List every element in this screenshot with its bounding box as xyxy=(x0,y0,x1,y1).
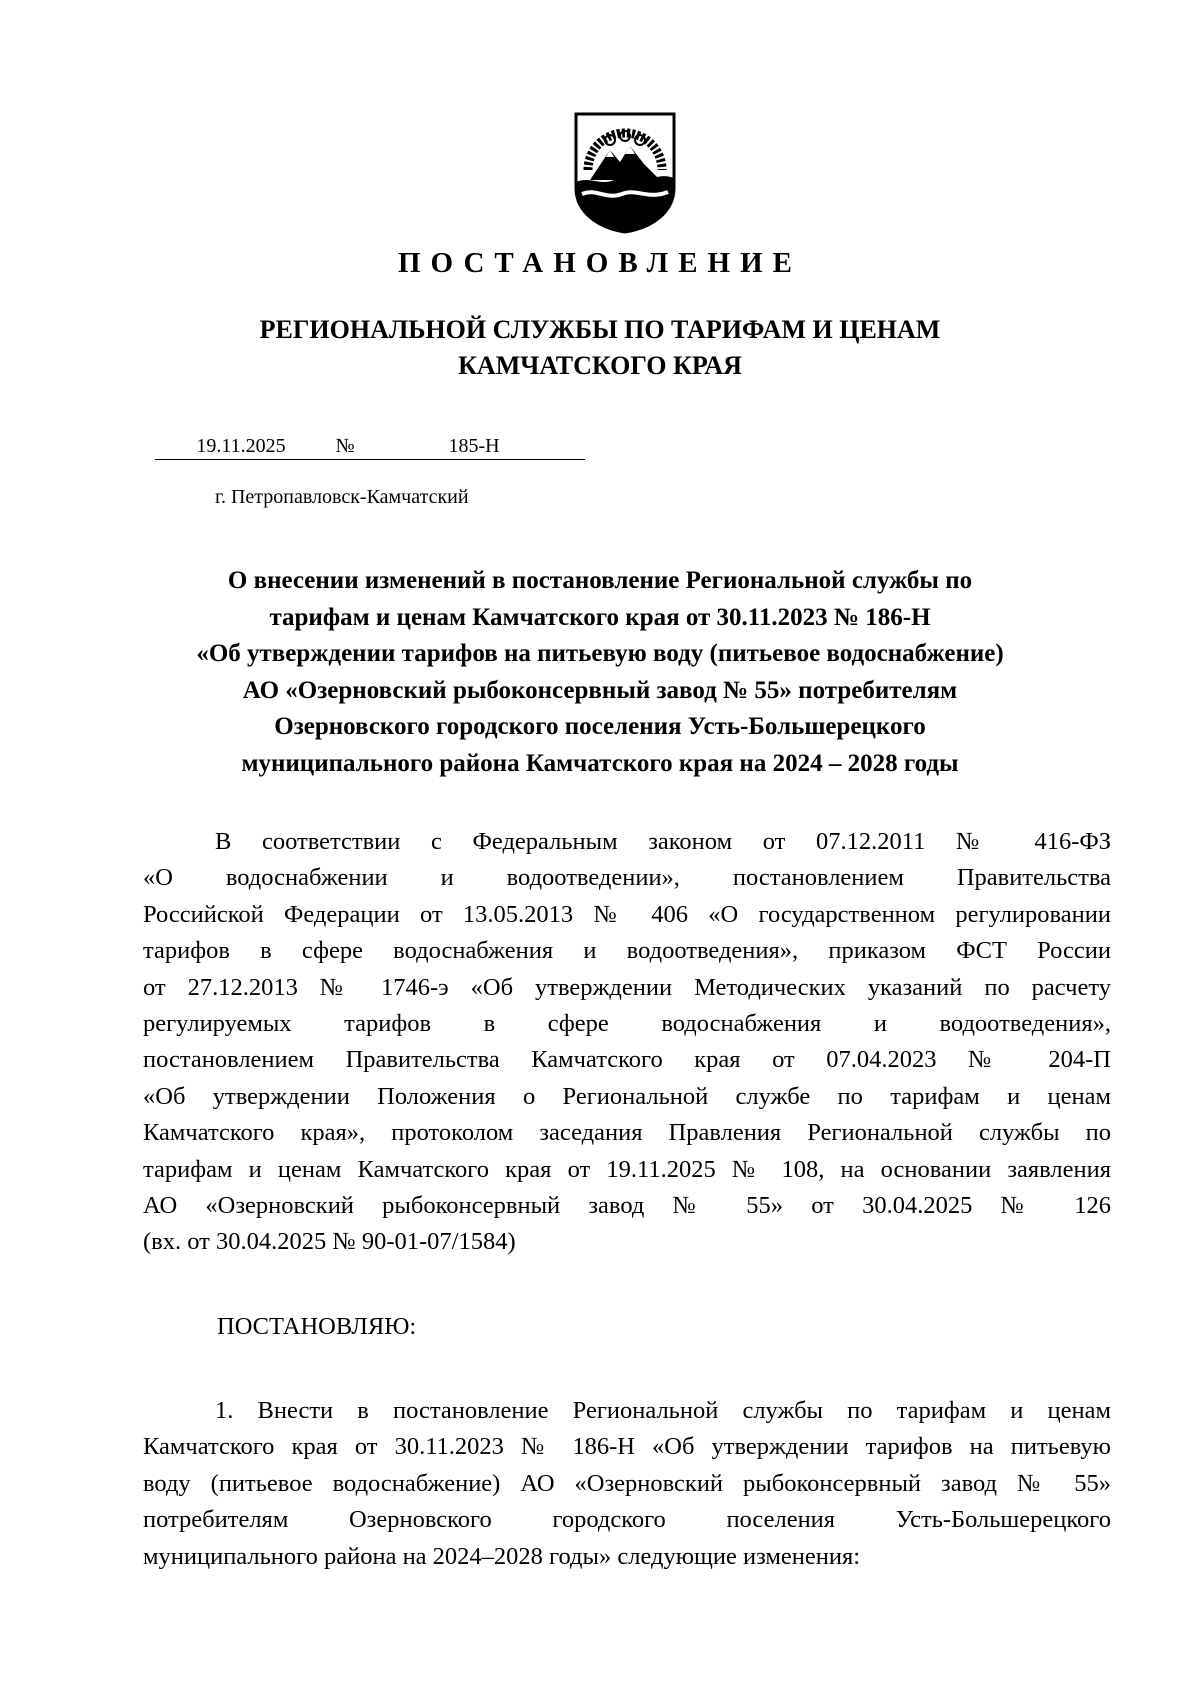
paragraph-line: потребителям Озерновского городского поселения Усть-Большерецкого xyxy=(143,1506,1111,1534)
issuer-heading xyxy=(0,312,1200,384)
document-type-title: ПОСТАНОВЛЕНИЕ xyxy=(397,247,802,279)
subject-line: муниципального района Камчатского края на 2024 – 2028 годы xyxy=(241,749,959,777)
paragraph-line: В соответствии с Федеральным законом от 07.12.2011 № 416-ФЗ xyxy=(215,828,1111,855)
paragraph-line: Российской Федерации от 13.05.2013 № 406 «О государственном регулировании xyxy=(143,900,1111,928)
subject-line: тарифам и ценам Камчатского края от 30.11.2023 № 186-Н xyxy=(269,603,931,631)
document-date: 19.11.2025 xyxy=(155,433,327,460)
document-number: 185-Н xyxy=(363,433,585,460)
subject-line: АО «Озерновский рыбоконсервный завод № 55» потребителям xyxy=(242,676,958,704)
issuer-line: КАМЧАТСКОГО КРАЯ xyxy=(458,351,742,380)
paragraph-line: «Об утверждении Положения о Региональной службе по тарифам и ценам xyxy=(143,1082,1111,1110)
subject-line: Озерновского городского поселения Усть-Большерецкого xyxy=(274,713,926,740)
paragraph-line: Камчатского края от 30.11.2023 № 186-Н «Об утверждении тарифов на питьевую xyxy=(143,1433,1111,1461)
paragraph-line: «О водоснабжении и водоотведении», постановлением Правительства xyxy=(143,864,1111,892)
paragraph-line: воду (питьевое водоснабжение) АО «Озерновский рыбоконсервный завод № 55» xyxy=(143,1469,1111,1497)
paragraph-line: АО «Озерновский рыбоконсервный завод № 55» от 30.04.2025 № 126 xyxy=(143,1191,1111,1219)
preamble-paragraph xyxy=(143,824,1111,1261)
item-1-paragraph xyxy=(143,1393,1111,1575)
issuer-line: РЕГИОНАЛЬНОЙ СЛУЖБЫ ПО ТАРИФАМ И ЦЕНАМ xyxy=(259,315,941,344)
paragraph-line: тарифов в сфере водоснабжения и водоотведения», приказом ФСТ России xyxy=(143,937,1111,965)
coat-of-arms-icon xyxy=(570,110,680,235)
paragraph-line: тарифам и ценам Камчатского края от 19.11.2025 № 108, на основании заявления xyxy=(143,1155,1111,1183)
paragraph-line: от 27.12.2013 № 1746-э «Об утверждении Методических указаний по расчету xyxy=(143,973,1111,1001)
city-name: г. Петропавловск-Камчатский xyxy=(215,486,469,508)
paragraph-line: (вх. от 30.04.2025 № 90-01-07/1584) xyxy=(143,1228,516,1256)
subject-line: «Об утверждении тарифов на питьевую воду (питьевое водоснабжение) xyxy=(196,640,1004,667)
paragraph-line: Камчатского края», протоколом заседания Правления Региональной службы по xyxy=(143,1119,1111,1147)
subject-line: О внесении изменений в постановление Региональной службы по xyxy=(227,567,973,594)
paragraph-line: 1. Внести в постановление Региональной службы по тарифам и ценам xyxy=(215,1397,1111,1424)
paragraph-line: регулируемых тарифов в сфере водоснабжения и водоотведения», xyxy=(143,1009,1111,1037)
date-number-line xyxy=(155,433,585,460)
paragraph-line: муниципального района на 2024–2028 годы» следующие изменения: xyxy=(143,1542,861,1570)
paragraph-line: постановлением Правительства Камчатского края от 07.04.2023 № 204-П xyxy=(143,1046,1111,1074)
decree-word: ПОСТАНОВЛЯЮ: xyxy=(217,1313,417,1340)
number-sign: № xyxy=(327,433,363,460)
document-subject xyxy=(0,563,1200,782)
